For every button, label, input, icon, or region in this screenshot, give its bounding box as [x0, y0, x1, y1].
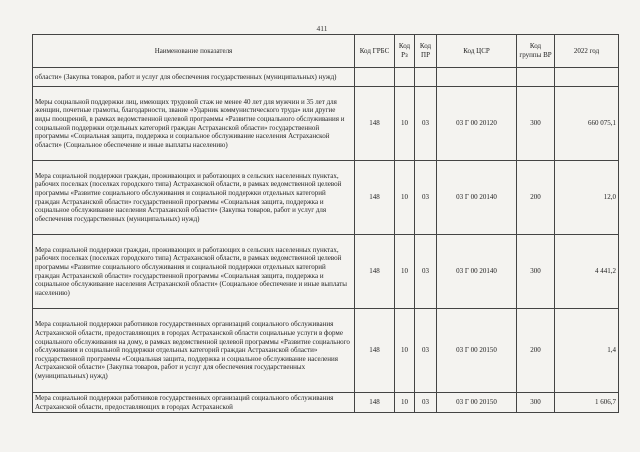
row-amount: 1,4 — [555, 309, 619, 393]
row-amount: 660 075,1 — [555, 87, 619, 161]
row-rz — [395, 68, 415, 87]
row-rz: 10 — [395, 393, 415, 413]
row-pr: 03 — [415, 161, 437, 235]
row-amount: 4 441,2 — [555, 235, 619, 309]
row-vr: 200 — [517, 309, 555, 393]
table-row — [33, 393, 619, 413]
row-name: Меры социальной поддержки лиц, имеющих трудовой стаж не менее 40 лет для мужчин и 35 лет для женщин, почетные грамоты, благодарности, звание «Ударник коммунистического труда» или другие виды поощрений, в рамках ведомственной целевой программы «Развитие социального обслуживания и социальной поддержки отдельных категорий граждан Астраханской области» государственной программы «Социальная защита, поддержка и социальное обслуживание населения Астраханской области» (Социальное обеспечение и иные выплаты населению) — [33, 87, 355, 161]
row-csr: 03 Г 00 20120 — [437, 87, 517, 161]
row-grbs: 148 — [355, 161, 395, 235]
row-name: Мера социальной поддержки граждан, проживающих и работающих в сельских населенных пунктах, рабочих поселках (поселках городского типа) Астраханской области, в рамках ведомственной целевой программы «Развитие социального обслуживания и социальной поддержки отдельных категорий граждан Астраханской области» государственной программы «Социальная защита, поддержка и социальное обслуживание населения Астраханской области» (Закупка товаров, работ и услуг для обеспечения государственных (муниципальных) нужд) — [33, 161, 355, 235]
header-csr: Код ЦСР — [437, 35, 517, 68]
row-vr: 300 — [517, 235, 555, 309]
header-name: Наименование показателя — [33, 35, 355, 68]
row-vr — [517, 68, 555, 87]
header-year: 2022 год — [555, 35, 619, 68]
row-amount — [555, 68, 619, 87]
row-csr: 03 Г 00 20140 — [437, 235, 517, 309]
row-amount: 1 606,7 — [555, 393, 619, 413]
row-name: Мера социальной поддержки работников государственных организаций социального обслуживания Астраханской области, предоставляющих в городах Астраханской — [33, 393, 355, 413]
row-amount: 12,0 — [555, 161, 619, 235]
table-row — [33, 161, 619, 235]
budget-table — [32, 34, 619, 413]
row-csr: 03 Г 00 20150 — [437, 309, 517, 393]
row-grbs: 148 — [355, 235, 395, 309]
row-grbs: 148 — [355, 393, 395, 413]
table-row — [33, 68, 619, 87]
header-pr: Код ПР — [415, 35, 437, 68]
table-row — [33, 235, 619, 309]
row-csr: 03 Г 00 20140 — [437, 161, 517, 235]
row-name: Мера социальной поддержки работников государственных организаций социального обслуживания Астраханской области, предоставляющих в городах Астраханской области социальные услуги в форме социального обслуживания на дому, в рамках ведомственной целевой программы «Развитие социального обслуживания и социальной поддержки отдельных категорий граждан Астраханской области» государственной программы «Социальная защита, поддержка и социальное обслуживание населения Астраханской области» (Закупка товаров, работ и услуг для обеспечения государственных (муниципальных) нужд) — [33, 309, 355, 393]
row-rz: 10 — [395, 235, 415, 309]
table-row — [33, 309, 619, 393]
row-vr: 200 — [517, 161, 555, 235]
row-pr: 03 — [415, 393, 437, 413]
row-pr: 03 — [415, 309, 437, 393]
row-csr: 03 Г 00 20150 — [437, 393, 517, 413]
row-grbs — [355, 68, 395, 87]
header-vr: Код группы ВР — [517, 35, 555, 68]
row-rz: 10 — [395, 87, 415, 161]
row-pr: 03 — [415, 235, 437, 309]
row-name: области» (Закупка товаров, работ и услуг для обеспечения государственных (муниципальных) нужд) — [33, 68, 355, 87]
header-rz: Код Рз — [395, 35, 415, 68]
row-csr — [437, 68, 517, 87]
row-grbs: 148 — [355, 309, 395, 393]
row-name: Мера социальной поддержки граждан, проживающих и работающих в сельских населенных пунктах, рабочих поселках (поселках городского типа) Астраханской области, в рамках ведомственной целевой программы «Развитие социального обслуживания и социальной поддержки отдельных категорий граждан Астраханской области» государственной программы «Социальная защита, поддержка и социальное обслуживание населения Астраханской области» (Социальное обеспечение и иные выплаты населению) — [33, 235, 355, 309]
row-rz: 10 — [395, 309, 415, 393]
row-vr: 300 — [517, 87, 555, 161]
row-pr — [415, 68, 437, 87]
table-row — [33, 87, 619, 161]
row-rz: 10 — [395, 161, 415, 235]
table-header-row — [33, 35, 619, 68]
row-pr: 03 — [415, 87, 437, 161]
page-number: 411 — [316, 24, 328, 33]
row-vr: 300 — [517, 393, 555, 413]
header-grbs: Код ГРБС — [355, 35, 395, 68]
row-grbs: 148 — [355, 87, 395, 161]
